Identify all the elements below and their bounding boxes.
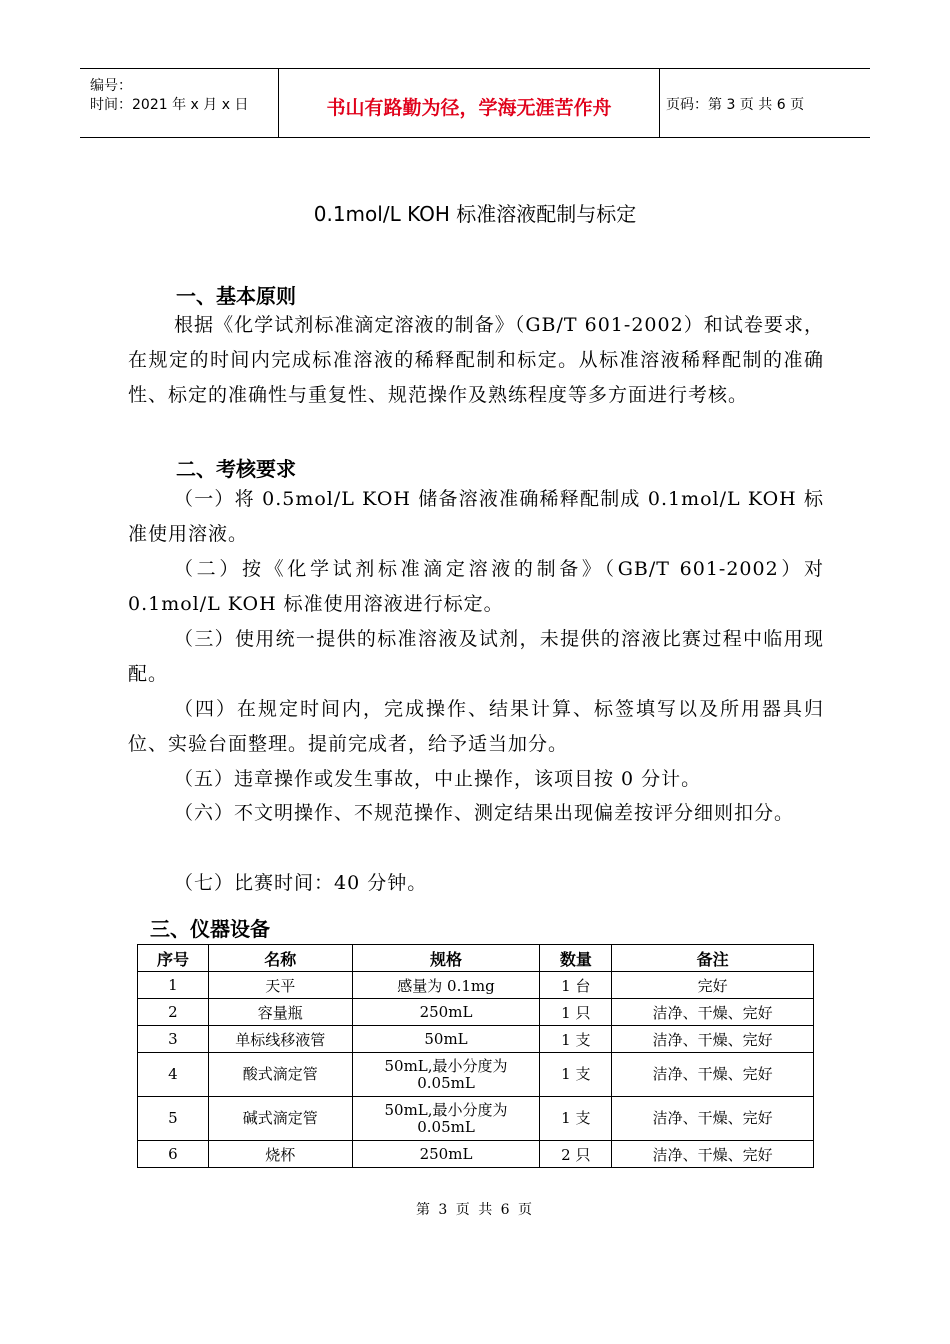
requirement-item: （五）违章操作或发生事故，中止操作，该项目按 0 分计。 [174,768,702,790]
table-cell: 50mL,最小分度为 0.05mL [352,1053,540,1097]
column-header: 备注 [612,945,814,972]
table-cell: 1 [138,972,209,999]
table-cell: 250mL [352,999,540,1026]
table-cell: 5 [138,1097,209,1141]
table-cell: 洁净、干燥、完好 [612,1026,814,1053]
page-title: 0.1mol/L KOH 标准溶液配制与标定 [313,202,637,226]
table-cell: 烧杯 [208,1141,352,1168]
table-header-row [138,945,814,972]
table-cell: 3 [138,1026,209,1053]
requirement-item: （六）不文明操作、不规范操作、测定结果出现偏差按评分细则扣分。 [174,802,795,824]
header-bar [80,68,870,138]
equipment-table [137,944,814,1168]
table-cell: 1 台 [540,972,612,999]
header-meta-cell [80,69,279,137]
header-motto-cell [279,69,660,137]
table-cell: 单标线移液管 [208,1026,352,1053]
document-number-label: 编号： [90,78,132,94]
section-heading-equipment: 三、仪器设备 [150,917,270,941]
table-cell: 1 支 [540,1053,612,1097]
column-header: 序号 [138,945,209,972]
table-cell: 6 [138,1141,209,1168]
page-footer: 第 3 页 共 6 页 [415,1202,535,1218]
table-cell: 感量为 0.1mg [352,972,540,999]
table-row [138,1026,814,1053]
table-cell: 洁净、干燥、完好 [612,999,814,1026]
column-header: 数量 [540,945,612,972]
table-cell: 洁净、干燥、完好 [612,1097,814,1141]
column-header: 名称 [208,945,352,972]
column-header: 规格 [352,945,540,972]
table-row [138,972,814,999]
table-cell: 50mL [352,1026,540,1053]
table-cell: 容量瓶 [208,999,352,1026]
table-row [138,999,814,1026]
table-cell: 1 支 [540,1097,612,1141]
table-row [138,1053,814,1097]
requirement-item: （七）比赛时间：40 分钟。 [174,872,428,894]
table-cell: 酸式滴定管 [208,1053,352,1097]
requirement-item: （二）按《化学试剂标准滴定溶液的制备》（GB/T 601-2002）对 0.1mol/L KOH 标准使用溶液进行标定。 [128,558,824,615]
section-heading-requirements: 二、考核要求 [176,457,296,481]
table-cell: 4 [138,1053,209,1097]
principles-paragraph: 根据《化学试剂标准滴定溶液的制备》（GB/T 601-2002）和试卷要求，在规定的时间内完成标准溶液的稀释配制和标定。从标准溶液稀释配制的准确性、标定的准确性与重复性、规范操作及熟练程度等多方面进行考核。 [128,314,824,406]
requirement-item: （一）将 0.5mol/L KOH 储备溶液准确稀释配制成 0.1mol/L KOH 标准使用溶液。 [128,488,824,545]
table-row [138,1097,814,1141]
requirement-item: （三）使用统一提供的标准溶液及试剂，未提供的溶液比赛过程中临用现配。 [128,628,824,685]
table-cell: 250mL [352,1141,540,1168]
table-cell: 2 [138,999,209,1026]
table-cell: 天平 [208,972,352,999]
table-row [138,1141,814,1168]
header-motto: 书山有路勤为径，学海无涯苦作舟 [326,97,612,119]
requirement-item: （四）在规定时间内，完成操作、结果计算、标签填写以及所用器具归位、实验台面整理。提前完成者，给予适当加分。 [128,698,824,755]
document-date-label: 时间：2021 年 x 月 x 日 [90,97,249,113]
table-cell: 洁净、干燥、完好 [612,1141,814,1168]
table-cell: 1 支 [540,1026,612,1053]
table-cell: 碱式滴定管 [208,1097,352,1141]
header-page-cell [660,69,870,137]
table-cell: 洁净、干燥、完好 [612,1053,814,1097]
section-heading-principles: 一、基本原则 [176,284,296,308]
table-cell: 50mL,最小分度为 0.05mL [352,1097,540,1141]
table-cell: 完好 [612,972,814,999]
header-page-info: 页码：第 3 页 共 6 页 [666,97,805,113]
table-cell: 2 只 [540,1141,612,1168]
table-cell: 1 只 [540,999,612,1026]
